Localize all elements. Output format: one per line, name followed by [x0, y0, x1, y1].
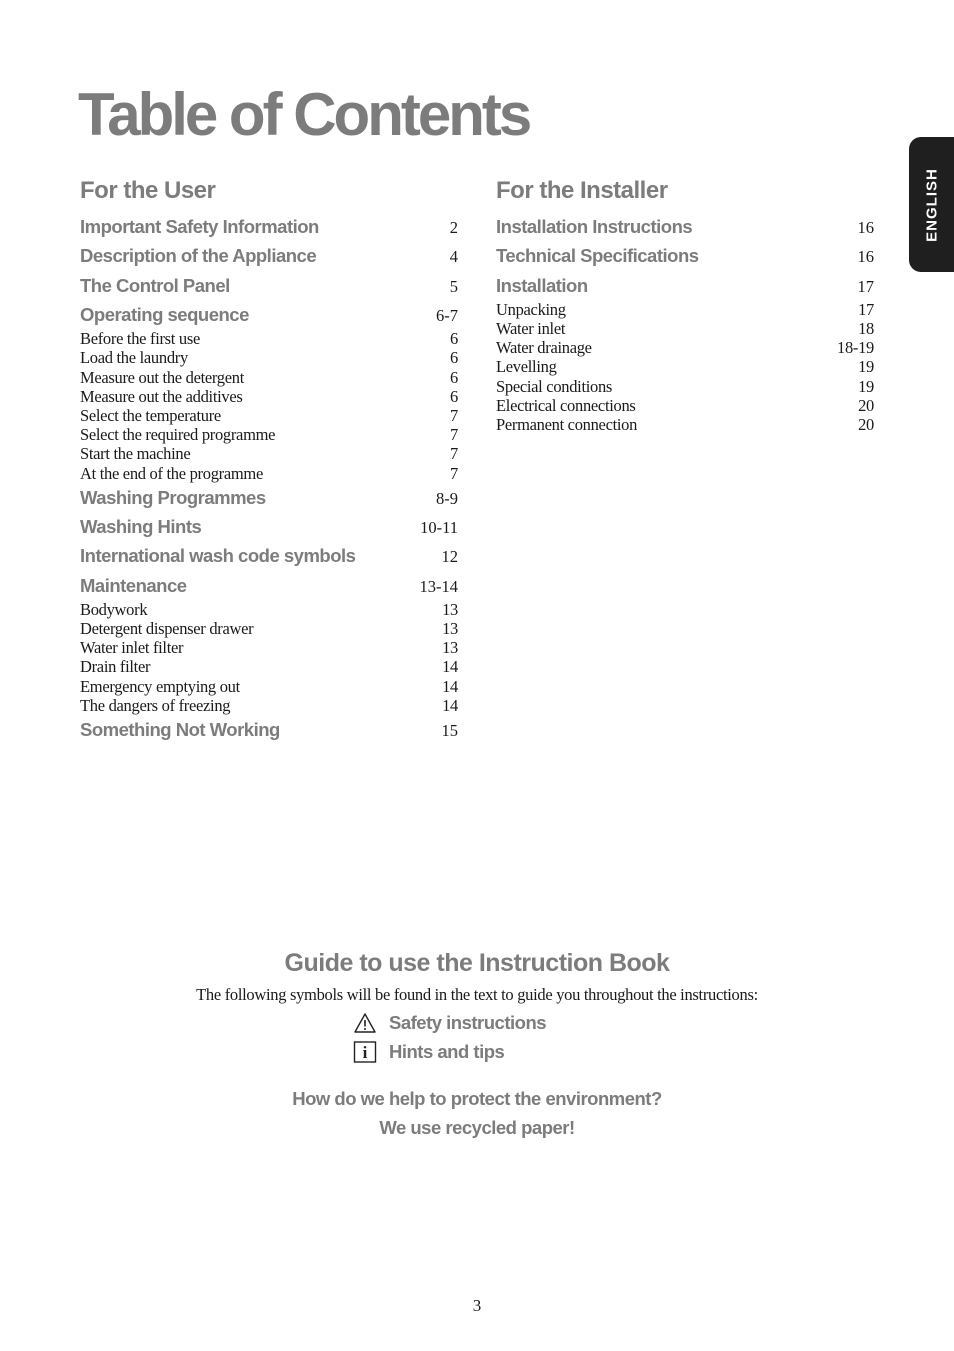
toc-subentry-label: Before the first use [80, 329, 200, 349]
toc-subentry-label: Unpacking [496, 299, 566, 319]
toc-entry-page: 2 [449, 218, 458, 237]
environment-question: How do we help to protect the environment? [292, 1088, 662, 1109]
toc-subentry-label: Drain filter [80, 657, 151, 677]
toc-subentry[interactable] [80, 600, 458, 619]
toc-subentry[interactable] [496, 377, 874, 396]
environment-note [0, 1084, 954, 1142]
toc-subentry-label: Water drainage [496, 338, 592, 358]
toc-subentry-label: Permanent connection [496, 415, 638, 435]
toc-subentry-page: 17 [858, 299, 874, 319]
toc-entry-label: Technical Specifications [496, 245, 699, 267]
page-number: 3 [472, 1296, 482, 1315]
toc-subentry[interactable] [496, 338, 874, 357]
toc-subentry-label: Water inlet [496, 319, 566, 339]
guide-intro: The following symbols will be found in the text to guide you throughout the instructions: [196, 985, 758, 1004]
toc-entry-page: 13-14 [419, 576, 458, 596]
toc-subentry-label: Measure out the additives [80, 386, 243, 406]
toc-entry[interactable] [80, 572, 458, 600]
toc-subentry-label: Select the temperature [80, 405, 221, 425]
toc-subentry-page: 13 [442, 599, 458, 619]
symbol-legend-item [352, 1008, 546, 1037]
toc-subentry[interactable] [80, 368, 458, 387]
toc-entry-page: 15 [441, 721, 458, 740]
toc-subentry-label: Select the required programme [80, 425, 276, 445]
toc-entry[interactable] [496, 213, 874, 241]
installer-section-heading: For the Installer [496, 177, 668, 204]
toc-entry-label: Washing Hints [80, 515, 202, 537]
toc-entry-label: Operating sequence [80, 303, 249, 325]
symbol-label: Safety instructions [389, 1011, 547, 1033]
toc-entry-label: Installation [496, 274, 588, 296]
toc-subentry[interactable] [496, 357, 874, 376]
guide-section [0, 945, 954, 1009]
toc-subentry[interactable] [80, 329, 458, 348]
svg-text:i: i [362, 1042, 368, 1062]
toc-subentry-label: Load the laundry [80, 348, 188, 368]
symbol-legend [352, 1008, 546, 1066]
toc-subentry-page: 14 [442, 676, 458, 696]
toc-entry-page: 16 [857, 218, 874, 237]
warning-triangle-icon [352, 1011, 378, 1035]
toc-subentry[interactable] [80, 657, 458, 676]
info-box-icon [352, 1040, 378, 1064]
toc-subentry-page: 20 [858, 395, 874, 415]
toc-entry-label: Washing Programmes [80, 486, 266, 508]
installer-section [496, 172, 874, 434]
toc-subentry[interactable] [80, 638, 458, 657]
toc-subentry-page: 20 [858, 415, 874, 435]
toc-entry[interactable] [80, 242, 458, 270]
toc-subentry-page: 13 [442, 619, 458, 639]
toc-entry-page: 5 [449, 276, 458, 296]
toc-entry[interactable] [496, 242, 874, 270]
toc-subentry-page: 6 [450, 386, 458, 406]
toc-subentry[interactable] [80, 444, 458, 463]
symbol-label: Hints and tips [389, 1040, 505, 1062]
toc-entry[interactable] [80, 716, 458, 744]
toc-entry-page: 16 [857, 247, 874, 267]
toc-entry-label: Important Safety Information [80, 216, 319, 237]
toc-subentry-label: Emergency emptying out [80, 676, 240, 696]
toc-entry[interactable] [496, 272, 874, 300]
toc-entry-page: 10-11 [420, 517, 458, 537]
user-section-heading: For the User [80, 177, 216, 204]
toc-subentry-label: Electrical connections [496, 395, 636, 415]
toc-subentry[interactable] [80, 348, 458, 367]
toc-subentry[interactable] [496, 415, 874, 434]
toc-entry[interactable] [80, 542, 458, 570]
toc-entry-page: 17 [857, 276, 874, 296]
toc-subentry-page: 7 [450, 444, 458, 464]
toc-subentry[interactable] [80, 406, 458, 425]
toc-entry-label: International wash code symbols [80, 545, 356, 567]
toc-entry-page: 6-7 [436, 305, 458, 325]
toc-subentry-label: Start the machine [80, 444, 191, 464]
toc-subentry[interactable] [80, 619, 458, 638]
toc-subentry[interactable] [80, 696, 458, 715]
toc-subentry-page: 6 [450, 329, 458, 349]
toc-entry-label: Maintenance [80, 574, 187, 596]
toc-entry[interactable] [80, 513, 458, 541]
toc-entry-label: Description of the Appliance [80, 245, 317, 267]
toc-subentry-label: Levelling [496, 357, 557, 377]
toc-subentry-page: 7 [450, 463, 458, 483]
toc-subentry-page: 7 [450, 405, 458, 425]
toc-subentry-page: 6 [450, 367, 458, 387]
toc-subentry-label: Water inlet filter [80, 638, 184, 658]
toc-subentry-label: Measure out the detergent [80, 367, 245, 387]
toc-entry-page: 4 [449, 247, 458, 267]
toc-entry-label: Installation Instructions [496, 216, 693, 237]
toc-entry[interactable] [80, 301, 458, 329]
toc-subentry-label: At the end of the programme [80, 463, 263, 483]
toc-subentry-page: 19 [858, 357, 874, 377]
toc-subentry-page: 14 [442, 657, 458, 677]
toc-entry[interactable] [80, 484, 458, 512]
toc-entry-page: 8-9 [436, 488, 458, 508]
toc-subentry-label: The dangers of freezing [80, 695, 231, 715]
environment-answer: We use recycled paper! [379, 1117, 575, 1138]
toc-subentry[interactable] [80, 387, 458, 406]
toc-subentry-page: 18-19 [837, 338, 874, 358]
toc-subentry[interactable] [496, 396, 874, 415]
toc-subentry-page: 18 [858, 319, 874, 339]
toc-subentry[interactable] [496, 319, 874, 338]
toc-entry[interactable] [80, 272, 458, 300]
toc-entry-page: 12 [441, 547, 458, 567]
guide-title: Guide to use the Instruction Book [284, 949, 670, 977]
toc-subentry[interactable] [80, 677, 458, 696]
toc-subentry[interactable] [80, 425, 458, 444]
toc-subentry-label: Special conditions [496, 376, 613, 396]
toc-entry-label: The Control Panel [80, 274, 230, 296]
toc-entry-label: Something Not Working [80, 719, 280, 740]
toc-subentry-page: 13 [442, 638, 458, 658]
toc-subentry-label: Detergent dispenser drawer [80, 619, 254, 639]
toc-subentry-page: 19 [858, 376, 874, 396]
symbol-legend-item [352, 1037, 546, 1066]
user-section [80, 172, 458, 744]
toc-subentry[interactable] [80, 464, 458, 483]
language-tab [909, 137, 954, 272]
page-title: Table of Contents [78, 81, 530, 148]
language-tab-label: ENGLISH [923, 167, 940, 242]
toc-subentry-page: 6 [450, 348, 458, 368]
toc-entry[interactable] [80, 213, 458, 241]
toc-subentry-page: 7 [450, 425, 458, 445]
toc-subentry-label: Bodywork [80, 599, 148, 619]
toc-subentry[interactable] [496, 300, 874, 319]
toc-subentry-page: 14 [442, 695, 458, 715]
